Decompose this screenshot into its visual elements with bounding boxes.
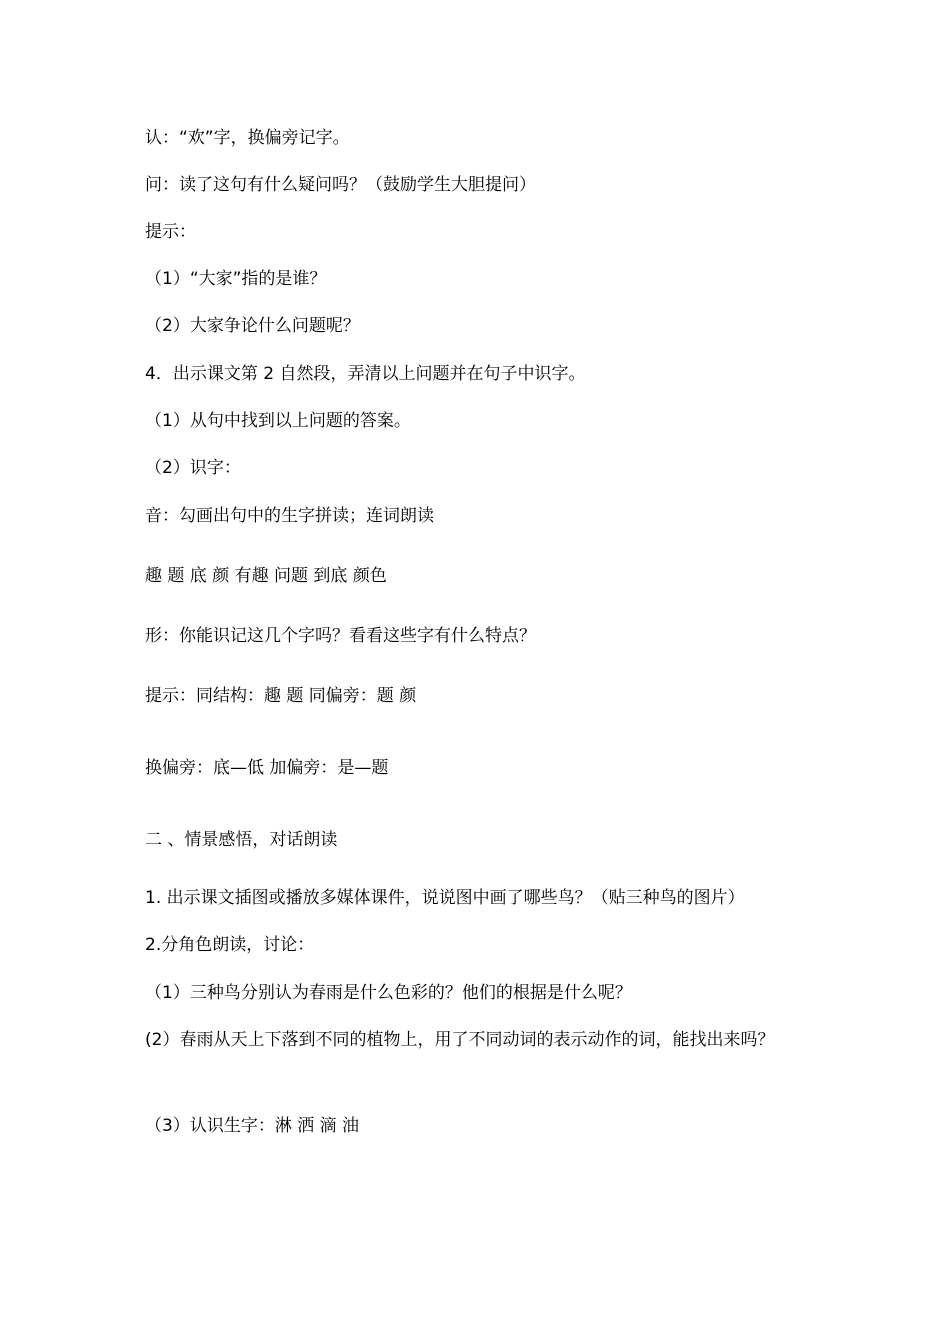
text-line: （1）三种鸟分别认为春雨是什么色彩的？他们的根据是什么呢？ bbox=[145, 983, 632, 1003]
text-line: 提示：同结构：趣 题 同偏旁：题 颜 bbox=[145, 686, 417, 706]
text-line: （3）认识生字：淋 洒 滴 油 bbox=[145, 1116, 360, 1136]
text-line: 1. 出示课文插图或播放多媒体课件，说说图中画了哪些鸟？（贴三种鸟的图片） bbox=[145, 888, 745, 908]
text-line: （2）大家争论什么问题呢？ bbox=[145, 316, 360, 336]
text-line: 趣 题 底 颜 有趣 问题 到底 颜色 bbox=[145, 566, 387, 586]
text-line: 换偏旁：底—低 加偏旁：是—题 bbox=[145, 758, 389, 778]
text-line: 问：读了这句有什么疑问吗？（鼓励学生大胆提问） bbox=[145, 175, 536, 195]
text-paragraph: (2）春雨从天上下落到不同的植物上，用了不同动词的表示动作的词，能找出来吗？ bbox=[145, 1030, 775, 1050]
section-heading: 二 、情景感悟，对话朗读 bbox=[145, 830, 338, 850]
text-line: 提示： bbox=[145, 222, 196, 242]
text-line: 4．出示课文第 2 自然段，弄清以上问题并在句子中识字。 bbox=[145, 364, 586, 384]
text-line: （1）“大家”指的是谁？ bbox=[145, 269, 327, 289]
text-line: （1）从句中找到以上问题的答案。 bbox=[145, 411, 411, 431]
text-line: 形：你能识记这几个字吗？看看这些字有什么特点？ bbox=[145, 626, 536, 646]
text-line: 2.分角色朗读，讨论： bbox=[145, 935, 315, 955]
text-line: （2）识字： bbox=[145, 458, 241, 478]
text-line: 音：勾画出句中的生字拼读；连词朗读 bbox=[145, 506, 434, 526]
text-line: 认：“欢”字，换偏旁记字。 bbox=[145, 128, 350, 148]
